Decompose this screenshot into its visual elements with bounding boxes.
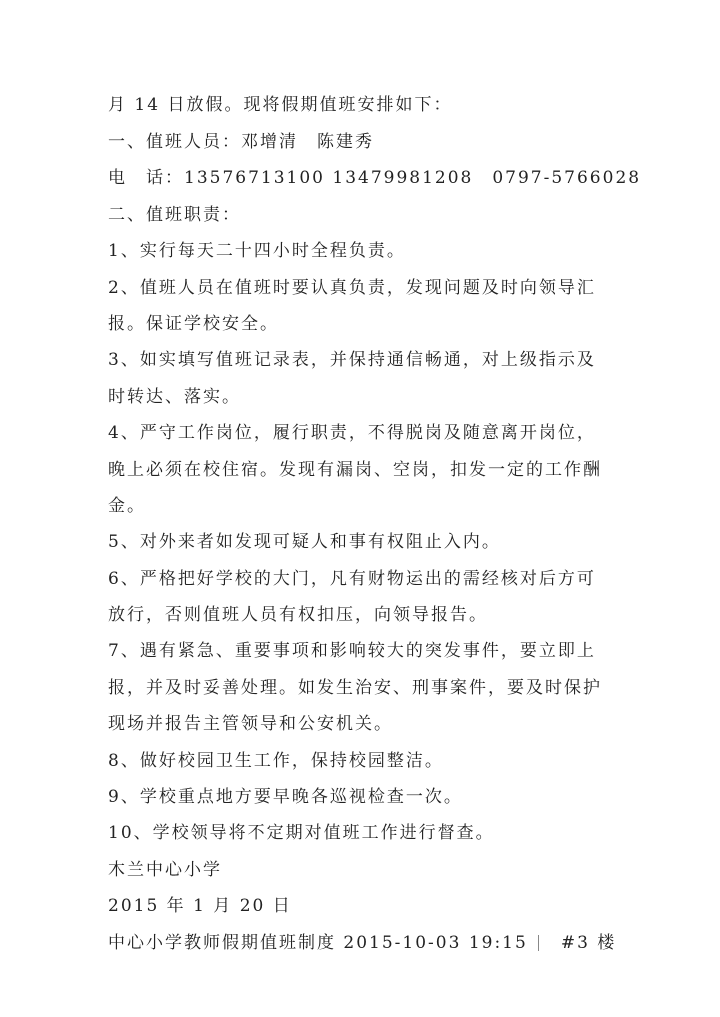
- duty-item: 5、对外来者如发现可疑人和事有权阻止入内。: [108, 532, 501, 553]
- duty-item: 6、严格把好学校的大门，凡有财物运出的需经核对后方可: [108, 568, 596, 589]
- text-line: 月 14 日放假。现将假期值班安排如下：: [108, 95, 453, 115]
- duty-personnel-line: 一、值班人员：邓增清 陈建秀: [108, 132, 374, 152]
- floor-number: #3 楼: [560, 932, 617, 953]
- post-footer: [108, 925, 648, 961]
- section-heading: 二、值班职责：: [108, 204, 241, 225]
- footer-divider: [538, 935, 539, 951]
- post-title: 中心小学教师假期值班制度 2015-10-03 19:15: [108, 932, 528, 953]
- duty-item: 4、严守工作岗位，履行职责，不得脱岗及随意离开岗位，: [108, 423, 596, 444]
- duty-item: 7、遇有紧急、重要事项和影响较大的突发事件，要立即上: [108, 641, 596, 662]
- signature-organization: 木兰中心小学: [108, 859, 222, 880]
- duty-item-continued: 报。保证学校安全。: [108, 313, 279, 334]
- duty-item: 10、学校领导将不定期对值班工作进行督查。: [108, 823, 495, 844]
- duty-item-continued: 报，并及时妥善处理。如发生治安、刑事案件，要及时保护: [108, 677, 602, 698]
- duty-item-continued: 晚上必须在校住宿。发现有漏岗、空岗，扣发一定的工作酬: [108, 459, 602, 480]
- signature-date: 2015 年 1 月 20 日: [108, 896, 292, 917]
- duty-item: 2、值班人员在值班时要认真负责，发现问题及时向领导汇: [108, 277, 596, 298]
- duty-item: 1、实行每天二十四小时全程负责。: [108, 241, 406, 262]
- duty-item: 8、做好校园卫生工作，保持校园整洁。: [108, 750, 444, 771]
- duty-item: 9、学校重点地方要早晚各巡视检查一次。: [108, 787, 463, 808]
- duty-item: 3、如实填写值班记录表，并保持通信畅通，对上级指示及: [108, 350, 596, 371]
- document-body: [108, 86, 648, 961]
- duty-item-continued: 时转达、落实。: [108, 386, 241, 407]
- phone-line: 电 话：13576713100 13479981208 0797-5766028: [108, 168, 642, 189]
- duty-item-continued: 金。: [108, 495, 146, 516]
- duty-item-continued: 现场并报告主管领导和公安机关。: [108, 714, 393, 735]
- duty-item-continued: 放行，否则值班人员有权扣压，向领导报告。: [108, 605, 488, 626]
